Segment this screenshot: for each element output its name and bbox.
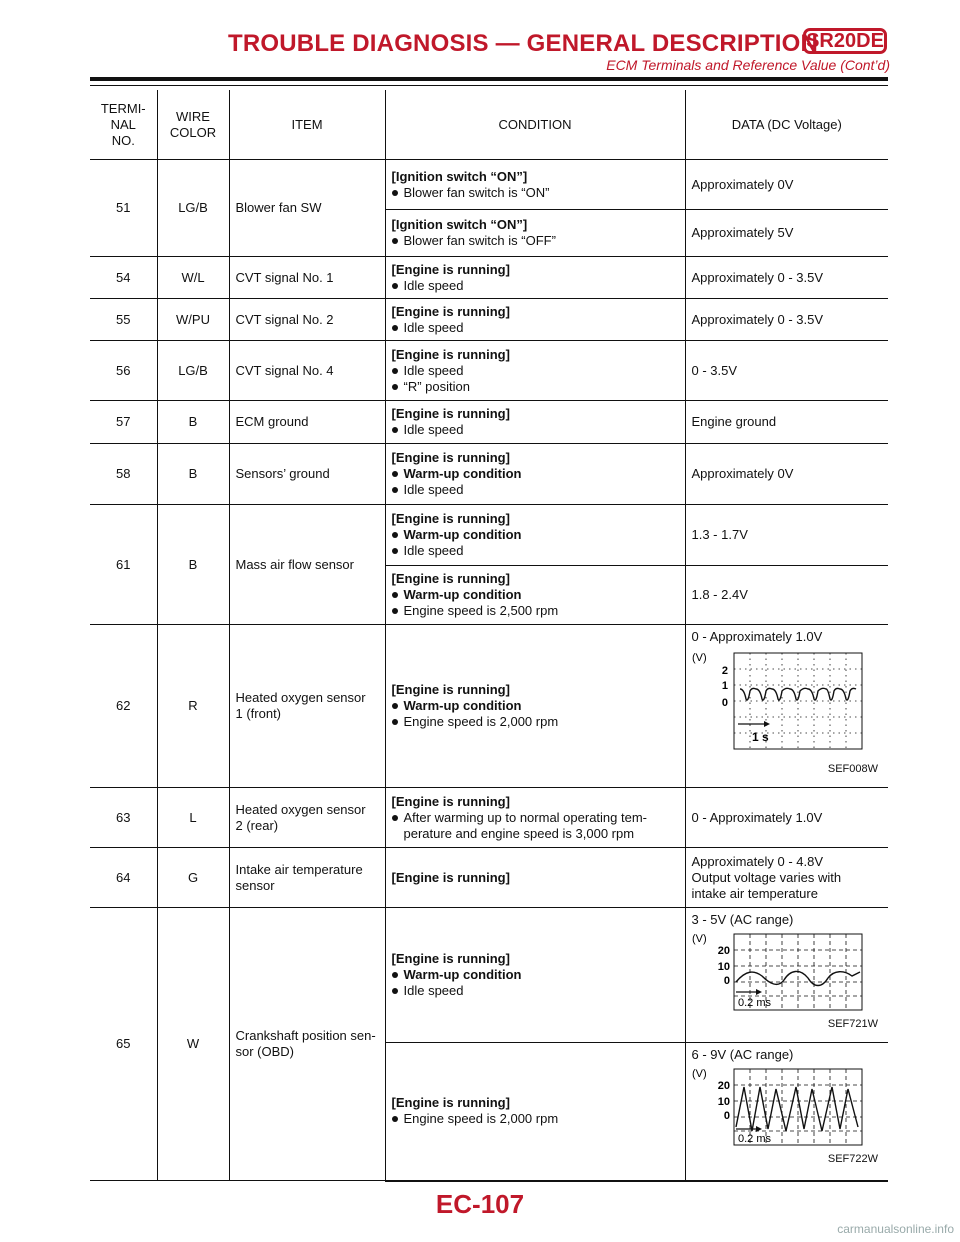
condition-bullet: Idle speed bbox=[392, 482, 679, 498]
table-row bbox=[90, 788, 888, 848]
terminal-no: 56 bbox=[90, 341, 157, 401]
condition-bullet: Warm-up condition bbox=[392, 527, 679, 543]
table-row bbox=[90, 299, 888, 341]
wire-color: L bbox=[157, 788, 229, 848]
scope-timebase: 0.2 ms bbox=[737, 997, 771, 1009]
condition-cell bbox=[385, 401, 685, 444]
engine-badge: SR20DE bbox=[803, 28, 887, 54]
table-row bbox=[90, 160, 888, 210]
scope-tick: 20 bbox=[717, 1080, 730, 1092]
data-cell bbox=[685, 908, 888, 1043]
scope-tick: 0 bbox=[723, 1110, 730, 1122]
table-row bbox=[90, 625, 888, 788]
scope-timebase: 0.2 ms bbox=[737, 1133, 771, 1145]
item-name: Crankshaft position sen- sor (OBD) bbox=[229, 908, 385, 1181]
condition-cell bbox=[385, 788, 685, 848]
bullet-icon bbox=[392, 238, 398, 244]
terminal-no: 57 bbox=[90, 401, 157, 444]
figure-id: SEF008W bbox=[827, 763, 878, 775]
data-value: Approximately 0 - 4.8V Output voltage varies with intake air temperature bbox=[685, 848, 888, 908]
wire-color: W bbox=[157, 908, 229, 1181]
condition-bullet: Blower fan switch is “OFF” bbox=[392, 233, 679, 249]
item-name: Heated oxygen sensor 1 (front) bbox=[229, 625, 385, 788]
col-header-data: DATA (DC Voltage) bbox=[685, 90, 888, 160]
header-rule bbox=[90, 77, 888, 81]
item-name: ECM ground bbox=[229, 401, 385, 444]
condition-cell bbox=[385, 505, 685, 566]
data-value: Approximately 0 - 3.5V bbox=[685, 257, 888, 299]
item-name: Sensors’ ground bbox=[229, 444, 385, 505]
bullet-icon bbox=[392, 703, 398, 709]
col-header-condition: CONDITION bbox=[385, 90, 685, 160]
data-value: 0 - Approximately 1.0V bbox=[685, 788, 888, 848]
figure-id: SEF722W bbox=[827, 1153, 878, 1165]
data-value: 0 - 3.5V bbox=[685, 341, 888, 401]
condition-cell bbox=[385, 160, 685, 210]
terminal-no: 54 bbox=[90, 257, 157, 299]
bullet-icon bbox=[392, 325, 398, 331]
scope-unit: (V) bbox=[691, 652, 707, 664]
wire-color: B bbox=[157, 505, 229, 625]
scope-unit: (V) bbox=[691, 1068, 707, 1080]
bullet-icon bbox=[392, 190, 398, 196]
bullet-icon bbox=[392, 548, 398, 554]
data-value: Approximately 5V bbox=[685, 210, 888, 257]
bullet-icon bbox=[392, 532, 398, 538]
item-name: CVT signal No. 2 bbox=[229, 299, 385, 341]
data-value: Approximately 0 - 3.5V bbox=[685, 299, 888, 341]
table-row bbox=[90, 908, 888, 1043]
condition-bullet: Idle speed bbox=[392, 422, 679, 438]
bullet-icon bbox=[392, 608, 398, 614]
terminal-no: 62 bbox=[90, 625, 157, 788]
condition-head: [Engine is running] bbox=[391, 1095, 510, 1111]
table-row bbox=[90, 444, 888, 505]
wire-color: G bbox=[157, 848, 229, 908]
table-row bbox=[90, 401, 888, 444]
terminal-no: 64 bbox=[90, 848, 157, 908]
terminal-no: 63 bbox=[90, 788, 157, 848]
condition-head: [Ignition switch “ON”] bbox=[391, 217, 528, 232]
data-value: 6 - 9V (AC range) bbox=[691, 1047, 794, 1062]
col-header-wire-color: WIRE COLOR bbox=[157, 90, 229, 160]
item-name: CVT signal No. 4 bbox=[229, 341, 385, 401]
condition-bullet: Blower fan switch is “ON” bbox=[392, 185, 679, 201]
item-name: Blower fan SW bbox=[229, 160, 385, 257]
bullet-icon bbox=[392, 384, 398, 390]
condition-head: [Engine is running] bbox=[391, 511, 510, 526]
header-rule-thin bbox=[90, 85, 888, 86]
wire-color: LG/B bbox=[157, 160, 229, 257]
bullet-icon bbox=[392, 988, 398, 994]
scope-tick: 10 bbox=[717, 1096, 730, 1108]
condition-bullet: After warming up to normal operating tem- perature and engine speed is 3,000 rpm bbox=[392, 810, 679, 842]
condition-cell bbox=[385, 566, 685, 625]
page-number: EC-107 bbox=[435, 1189, 525, 1219]
ecm-terminals-table bbox=[90, 90, 888, 1182]
condition-head: [Engine is running] bbox=[391, 346, 510, 362]
condition-bullet: Idle speed bbox=[392, 363, 679, 379]
condition-bullet: Warm-up condition bbox=[392, 698, 679, 714]
table-header-row bbox=[90, 90, 888, 160]
data-value: 0 - Approximately 1.0V bbox=[691, 629, 823, 644]
table-row bbox=[90, 341, 888, 401]
bullet-icon bbox=[392, 471, 398, 477]
condition-bullet: Warm-up condition bbox=[392, 967, 679, 983]
data-cell bbox=[685, 625, 888, 788]
condition-head: [Engine is running] bbox=[391, 571, 510, 586]
table-row bbox=[90, 848, 888, 908]
condition-head: [Engine is running] bbox=[391, 450, 510, 465]
scope-tick: 2 bbox=[721, 665, 728, 677]
table-row bbox=[90, 505, 888, 566]
wire-color: LG/B bbox=[157, 341, 229, 401]
condition-cell bbox=[385, 848, 685, 908]
condition-cell bbox=[385, 210, 685, 257]
condition-bullet: Idle speed bbox=[392, 543, 679, 559]
condition-bullet: Idle speed bbox=[392, 983, 679, 999]
terminal-no: 61 bbox=[90, 505, 157, 625]
bullet-icon bbox=[392, 815, 398, 821]
data-value: 1.3 - 1.7V bbox=[685, 505, 888, 566]
bullet-icon bbox=[392, 368, 398, 374]
terminal-no: 58 bbox=[90, 444, 157, 505]
data-cell bbox=[685, 1043, 888, 1181]
condition-cell bbox=[385, 341, 685, 401]
bullet-icon bbox=[392, 592, 398, 598]
bullet-icon bbox=[392, 719, 398, 725]
col-header-item: ITEM bbox=[229, 90, 385, 160]
terminal-no: 55 bbox=[90, 299, 157, 341]
condition-bullet: Warm-up condition bbox=[392, 587, 679, 603]
condition-bullet: “R” position bbox=[392, 379, 679, 395]
watermark: carmanualsonline.info bbox=[837, 1222, 954, 1236]
condition-cell bbox=[385, 444, 685, 505]
scope-timebase: 1 s bbox=[751, 730, 769, 744]
data-value: Approximately 0V bbox=[685, 444, 888, 505]
condition-bullet: Engine speed is 2,500 rpm bbox=[392, 603, 679, 619]
terminal-no: 65 bbox=[90, 908, 157, 1181]
data-value: 3 - 5V (AC range) bbox=[691, 912, 794, 927]
condition-bullet: Engine speed is 2,000 rpm bbox=[392, 1111, 679, 1127]
bullet-icon bbox=[392, 487, 398, 493]
terminal-no: 51 bbox=[90, 160, 157, 257]
condition-cell bbox=[385, 625, 685, 788]
condition-cell bbox=[385, 299, 685, 341]
condition-head: [Engine is running] bbox=[391, 793, 510, 809]
bullet-icon bbox=[392, 972, 398, 978]
condition-cell bbox=[385, 1043, 685, 1181]
oscilloscope-waveform-crank-2000rpm bbox=[692, 1067, 878, 1151]
condition-bullet: Idle speed bbox=[392, 278, 679, 294]
data-value: Engine ground bbox=[685, 401, 888, 444]
item-name: Intake air temperature sensor bbox=[229, 848, 385, 908]
data-value: Approximately 0V bbox=[685, 160, 888, 210]
oscilloscope-waveform-o2-front bbox=[692, 649, 878, 761]
condition-head: [Ignition switch “ON”] bbox=[391, 168, 528, 184]
scope-tick: 20 bbox=[717, 945, 730, 957]
scope-tick: 10 bbox=[717, 961, 730, 973]
scope-tick: 0 bbox=[721, 697, 728, 709]
condition-cell bbox=[385, 908, 685, 1043]
table-row bbox=[90, 257, 888, 299]
condition-bullet: Engine speed is 2,000 rpm bbox=[392, 714, 679, 730]
condition-bullet: Warm-up condition bbox=[392, 466, 679, 482]
bullet-icon bbox=[392, 427, 398, 433]
condition-cell bbox=[385, 257, 685, 299]
figure-id: SEF721W bbox=[827, 1018, 878, 1030]
wire-color: R bbox=[157, 625, 229, 788]
condition-head: [Engine is running] bbox=[391, 406, 510, 421]
scope-unit: (V) bbox=[691, 933, 707, 945]
item-name: Mass air flow sensor bbox=[229, 505, 385, 625]
item-name: Heated oxygen sensor 2 (rear) bbox=[229, 788, 385, 848]
bullet-icon bbox=[392, 283, 398, 289]
condition-bullet: Idle speed bbox=[392, 320, 679, 336]
col-header-terminal: TERMI- NAL NO. bbox=[90, 90, 157, 160]
wire-color: B bbox=[157, 401, 229, 444]
wire-color: W/L bbox=[157, 257, 229, 299]
condition-head: [Engine is running] bbox=[391, 682, 510, 697]
wire-color: W/PU bbox=[157, 299, 229, 341]
scope-tick: 1 bbox=[721, 680, 728, 692]
page-title: TROUBLE DIAGNOSIS — GENERAL DESCRIPTION bbox=[228, 30, 819, 57]
bullet-icon bbox=[392, 1116, 398, 1122]
condition-head: [Engine is running] bbox=[391, 261, 510, 277]
page-subtitle: ECM Terminals and Reference Value (Cont’d) bbox=[606, 57, 890, 73]
condition-head: [Engine is running] bbox=[391, 869, 510, 885]
oscilloscope-waveform-crank-idle bbox=[692, 932, 878, 1016]
data-value: 1.8 - 2.4V bbox=[685, 566, 888, 625]
item-name: CVT signal No. 1 bbox=[229, 257, 385, 299]
condition-head: [Engine is running] bbox=[391, 303, 510, 319]
wire-color: B bbox=[157, 444, 229, 505]
condition-head: [Engine is running] bbox=[391, 951, 510, 966]
scope-tick: 0 bbox=[723, 975, 730, 987]
